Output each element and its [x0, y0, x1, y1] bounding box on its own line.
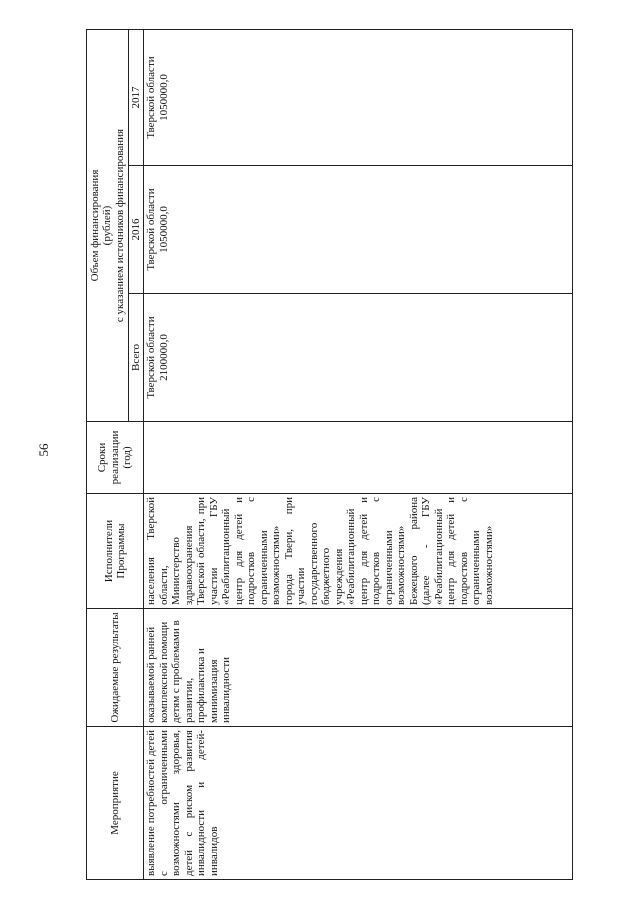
rotated-table-container — [86, 30, 590, 880]
table-header-row — [87, 29, 129, 879]
cell-terms — [144, 422, 573, 494]
cell-expected-results: оказываемой ранней комплексной помощи детям с проблемами в развитии, профилактика и минимизация инвалидности — [144, 609, 573, 727]
header-funding-line1: Объем финансирования — [88, 169, 101, 282]
header-funding — [87, 29, 129, 421]
table-row — [144, 29, 573, 879]
program-measures-table — [86, 29, 573, 880]
header-expected-results: Ожидаемые результаты — [87, 609, 144, 727]
cell-total: Тверской области 2100000,0 — [144, 294, 573, 422]
page-number: 56 — [36, 443, 51, 457]
cell-measure: выявление потребностей детей с ограниченными возможностями здоровья, детей с риском развития инвалидности и детей-инвалидов — [144, 727, 573, 880]
header-funding-line2: (рублей) — [101, 205, 114, 246]
header-measure: Мероприятие — [87, 727, 144, 880]
header-terms: Сроки реализации (год) — [87, 422, 144, 494]
cell-executors: населения Тверской области, Министерство здравоохранения Тверской области, при участии ГБУ «Реабилитационный центр для детей и подростков с ограниченными возможностями» города Твери, при участии государственного бюджетного учреждения «Реабилитационный центр для детей и подростков с ограниченными возможностями» Бежецкого района (далее - ГБУ «Реабилитационный центр для детей и подростков с ограниченными возможностями» — [144, 494, 573, 609]
cell-year-2016: Тверской области 1050000,0 — [144, 166, 573, 294]
header-total: Всего — [129, 294, 144, 422]
header-executors: Исполнители Программы — [87, 494, 144, 609]
header-year-2017: 2017 — [129, 29, 144, 165]
header-funding-line3: с указанием источников финансирования — [113, 128, 126, 323]
cell-year-2017: Тверской области 1050000,0 — [144, 29, 573, 165]
header-year-2016: 2016 — [129, 166, 144, 294]
